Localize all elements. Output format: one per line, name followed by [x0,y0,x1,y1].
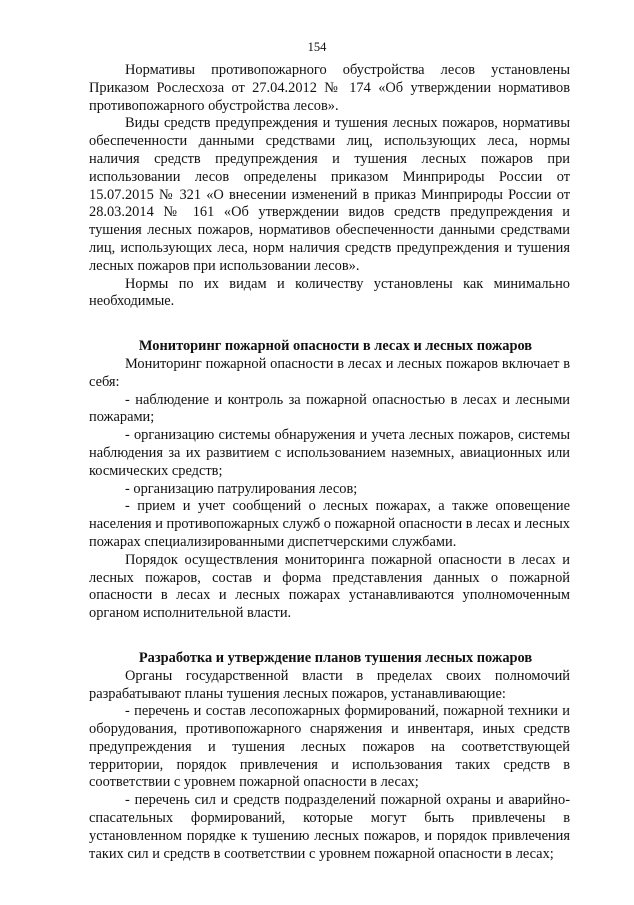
page-number: 154 [307,40,327,54]
monitoring-intro: Мониторинг пожарной опасности в лесах и лесных пожаров включает в себя: [89,355,570,390]
list-item: - прием и учет сообщений о лесных пожарах, а также оповещение населения и противопожарных служб о пожарной опасности в лесах и лесных пожарах специализированными диспетчерскими службами. [89,498,570,550]
paragraph-means-types: Виды средств предупреждения и тушения лесных пожаров, нормативы обеспеченности данными средствами лиц, использующих леса, нормы наличия средств предупреждения и тушения лесных пожаров при использовании лесов определены приказом Минприроды России от 15.07.2015 № 321 «О внесении изменений в приказ Минприроды России от 28.03.2014 № 161 «Об утверждении видов средств предупреждения и тушения лесных пожаров, нормативов обеспеченности данными средствами лиц, использующих леса, норм наличия средств предупреждения и тушения лесных пожаров при использовании лесов». [89,115,570,274]
list-item: - перечень и состав лесопожарных формирований, пожарной техники и оборудования, противопожарного снаряжения и инвентаря, иных средств предупреждения и тушения лесных пожаров на соответствующей территории, порядок привлечения и использования таких средств в соответствии с уровнем пожарной опасности в лесах; [89,703,570,791]
monitoring-closing: Порядок осуществления мониторинга пожарной опасности в лесах и лесных пожаров, состав и форма представления данных о пожарной опасности в лесах и лесных пожарах устанавливаются уполномоченным органом исполнительной власти. [89,551,570,622]
list-item: - организацию системы обнаружения и учета лесных пожаров, системы наблюдения за их развитием с использованием наземных, авиационных или космических средств; [89,427,570,479]
section-heading-monitoring: Мониторинг пожарной опасности в лесах и лесных пожаров [138,338,533,355]
section-spacer [89,623,570,650]
plans-intro: Органы государственной власти в пределах своих полномочий разрабатывают планы тушения лесных пожаров, устанавливающие: [89,667,570,702]
section-heading-plans: Разработка и утверждение планов тушения лесных пожаров [138,649,533,666]
list-item: - наблюдение и контроль за пожарной опасностью в лесах и лесными пожарами; [89,391,570,426]
section-spacer [89,311,570,338]
paragraph-fire-norms: Нормативы противопожарного обустройства лесов установлены Приказом Рослесхоза от 27.04.2012 № 174 «Об утверждении нормативов противопожарного обустройства лесов». [89,62,570,114]
list-item: - организацию патрулирования лесов; [125,480,358,497]
list-item: - перечень сил и средств подразделений пожарной охраны и аварийно-спасательных формирований, которые могут быть привлечены в установленном порядке к тушению лесных пожаров, и порядок привлечения таких сил и средств в соответствии с уровнем пожарной опасности в лесах; [89,792,570,862]
document-body [89,62,570,863]
paragraph-minimum-norms: Нормы по их видам и количеству установлены как минимально необходимые. [89,275,570,310]
